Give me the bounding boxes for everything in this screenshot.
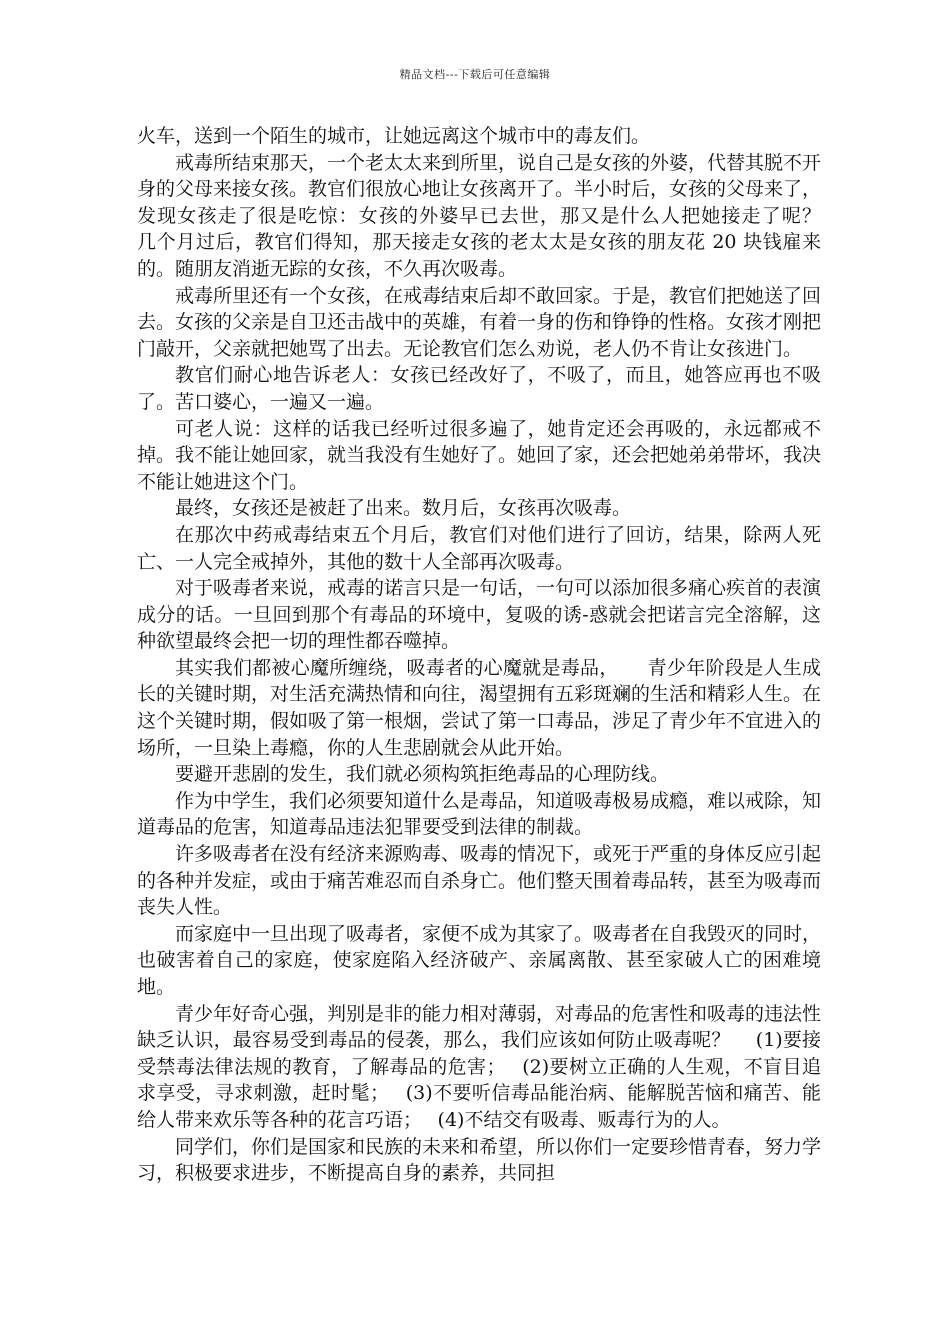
paragraph: 在那次中药戒毒结束五个月后，教官们对他们进行了回访，结果，除两人死亡、一人完全戒掉外，其他的数十人全部再次吸毒。 [137,523,821,573]
document-body [137,123,847,1187]
paragraph: 火车，送到一个陌生的城市，让她远离这个城市中的毒友们。 [137,125,651,147]
paragraph: 同学们，你们是国家和民族的未来和希望，所以你们一定要珍惜青春，努力学习，积极要求进步，不断提高自身的素养，共同担 [137,1135,822,1185]
paragraph: 青少年好奇心强，判别是非的能力相对薄弱，对毒品的危害性和吸毒的违法性缺乏认识，最容易受到毒品的侵袭，那么，我们应该如何防止吸毒呢？ (1)要接受禁毒法律法规的教育，了解毒品的危害； (2)要树立正确的人生观，不盲目追求享受，寻求刺激，赶时髦； (3)不要听信毒品能治病、能解脱苦恼和痛苦、能给人带来欢乐等各种的花言巧语； (4)不结交有吸毒、贩毒行为的人。 [137,1002,822,1131]
paragraph: 要避开悲剧的发生，我们就必须构筑拒绝毒品的心理防线。 [175,763,670,786]
paragraph: 许多吸毒者在没有经济来源购毒、吸毒的情况下，或死于严重的身体反应引起的各种并发症，或由于痛苦难忍而自杀身亡。他们整天围着毒品转，甚至为吸毒而丧失人性。 [137,843,822,919]
paragraph: 对于吸毒者来说，戒毒的诺言只是一句话，一句可以添加很多痛心疾首的表演成分的话。一旦回到那个有毒品的环境中，复吸的诱-惑就会把诺言完全溶解，这种欲望最终会把一切的理性都吞噬掉。 [137,577,822,653]
paragraph: 教官们耐心地告诉老人：女孩已经改好了，不吸了，而且，她答应再也不吸了。苦口婆心，一遍又一遍。 [137,364,821,413]
paragraph: 最终，女孩还是被赶了出来。数月后，女孩再次吸毒。 [175,497,632,520]
paragraph: 而家庭中一旦出现了吸毒者，家便不成为其家了。吸毒者在自我毁灭的同时，也破害着自己的家庭，使家庭陷入经济破产、亲属离散、甚至家破人亡的困难境地。 [137,922,822,998]
page-header: 精品文档---下载后可任意编辑 [399,68,551,81]
paragraph: 戒毒所结束那天，一个老太太来到所里，说自己是女孩的外婆，代替其脱不开身的父母来接女孩。教官们很放心地让女孩离开了。半小时后，女孩的父母来了，发现女孩走了很是吃惊：女孩的外婆早已去世，那又是什么人把她接走了呢？ 几个月过后，教官们得知，那天接走女孩的老太太是女孩的朋友花 20 块钱雇来的。随朋友消逝无踪的女孩，不久再次吸毒。 [137,151,847,280]
paragraph: 可老人说：这样的话我已经听过很多遍了，她肯定还会再吸的，永远都戒不掉。我不能让她回家，就当我没有生她好了。她回了家，还会把她弟弟带坏，我决不能让她进这个门。 [137,417,822,493]
paragraph: 戒毒所里还有一个女孩，在戒毒结束后却不敢回家。于是，教官们把她送了回去。女孩的父亲是自卫还击战中的英雄，有着一身的伤和铮铮的性格。女孩才刚把门敲开，父亲就把她骂了出去。无论教官们怎么劝说，老人仍不肯让女孩进门。 [137,284,822,360]
paragraph: 作为中学生，我们必须要知道什么是毒品，知道吸毒极易成瘾，难以戒除，知道毒品的危害，知道毒品违法犯罪要受到法律的制裁。 [137,789,822,839]
paragraph: 其实我们都被心魔所缠绕，吸毒者的心魔就是毒品， 青少年阶段是人生成长的关键时期，对生活充满热情和向往，渴望拥有五彩斑斓的生活和精彩人生。在这个关键时期，假如吸了第一根烟，尝试了第一口毒品，涉足了青少年不宜进入的场所，一旦染上毒瘾，你的人生悲剧就会从此开始。 [137,656,822,759]
